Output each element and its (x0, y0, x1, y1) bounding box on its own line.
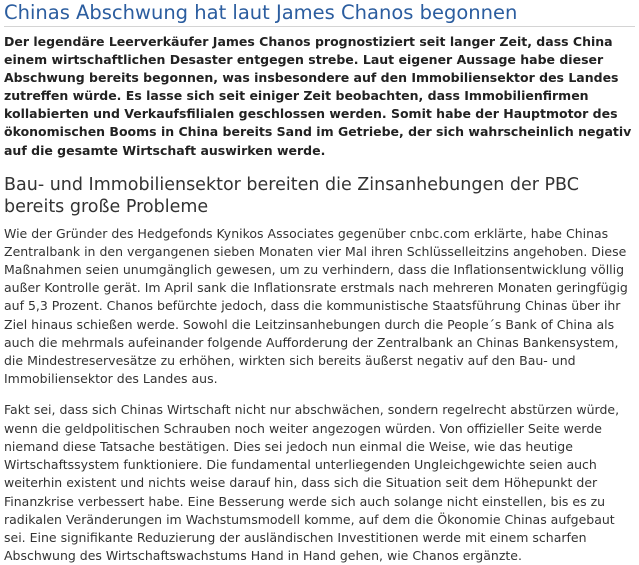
article-title: Chinas Abschwung hat laut James Chanos begonnen (4, 0, 635, 27)
article-subheading: Bau- und Immobiliensektor bereiten die Zinsanhebungen der PBC bereits große Probleme (4, 174, 579, 218)
article-paragraph: Fakt sei, dass sich Chinas Wirtschaft nicht nur abschwächen, sondern regelrecht abstürzen würde, wenn die geldpolitischen Schrauben noch weiter angezogen würden. Von offizieller Seite werde niemand diese Tatsache bestätigen. Dies sei jedoch nun einmal die Weise, wie das heutige Wirtschaftssystem funktioniere. Die fundamental unterliegenden Ungleichgewichte seien auch weiterhin existent und nichts weise darauf hin, dass sich die Situation seit dem Höhepunkt der Finanzkrise verbessert habe. Eine Besserung werde sich auch solange nicht einstellen, bis es zu radikalen Veränderungen im Wachstumsmodell komme, auf dem die Ökonomie Chinas aufgebaut sei. Eine signifikante Reduzierung der ausländischen Investitionen werde mit einem scharfen Abschwung des Wirtschaftswachstums Hand in Hand gehen, wie Chanos ergänzte. (4, 402, 620, 564)
article-lead: Der legendäre Leerverkäufer James Chanos prognostiziert seit langer Zeit, dass China einem wirtschaftlichen Desaster entgegen strebe. Laut eigener Aussage habe dieser Abschwung bereits begonnen, was insbesondere auf den Immobiliensektor des Landes zutreffen würde. Es lasse sich seit einiger Zeit beobachten, dass Immobilienfirmen kollabierten und Verkaufsfilialen geschlossen werden. Somit habe der Hauptmotor des ökonomischen Booms in China bereits Sand im Getriebe, der sich wahrscheinlich negativ auf die gesamte Wirtschaft auswirken werde. (4, 34, 632, 158)
article-paragraph: Wie der Gründer des Hedgefonds Kynikos Associates gegenüber cnbc.com erklärte, habe Chinas Zentralbank in den vergangenen sieben Monaten vier Mal ihren Schlüsselleitzins angehoben. Diese Maßnahmen seien unumgänglich gewesen, um zu verhindern, dass die Inflationsentwicklung völlig außer Kontrolle gerät. Im April sank die Inflationsrate erstmals nach mehreren Monaten geringfügig auf 5,3 Prozent. Chanos befürchte jedoch, dass die kommunistische Staatsführung Chinas über ihr Ziel hinaus schießen werde. Sowohl die Leitzinsanhebungen durch die People´s Bank of China als auch die mehrmals aufeinander folgende Aufforderung der Zentralbank an Chinas Bankensystem, die Mindestreservesätze zu erhöhen, wirkten sich bereits äußerst negativ auf den Bau- und Immobiliensektor des Landes aus. (4, 225, 628, 387)
